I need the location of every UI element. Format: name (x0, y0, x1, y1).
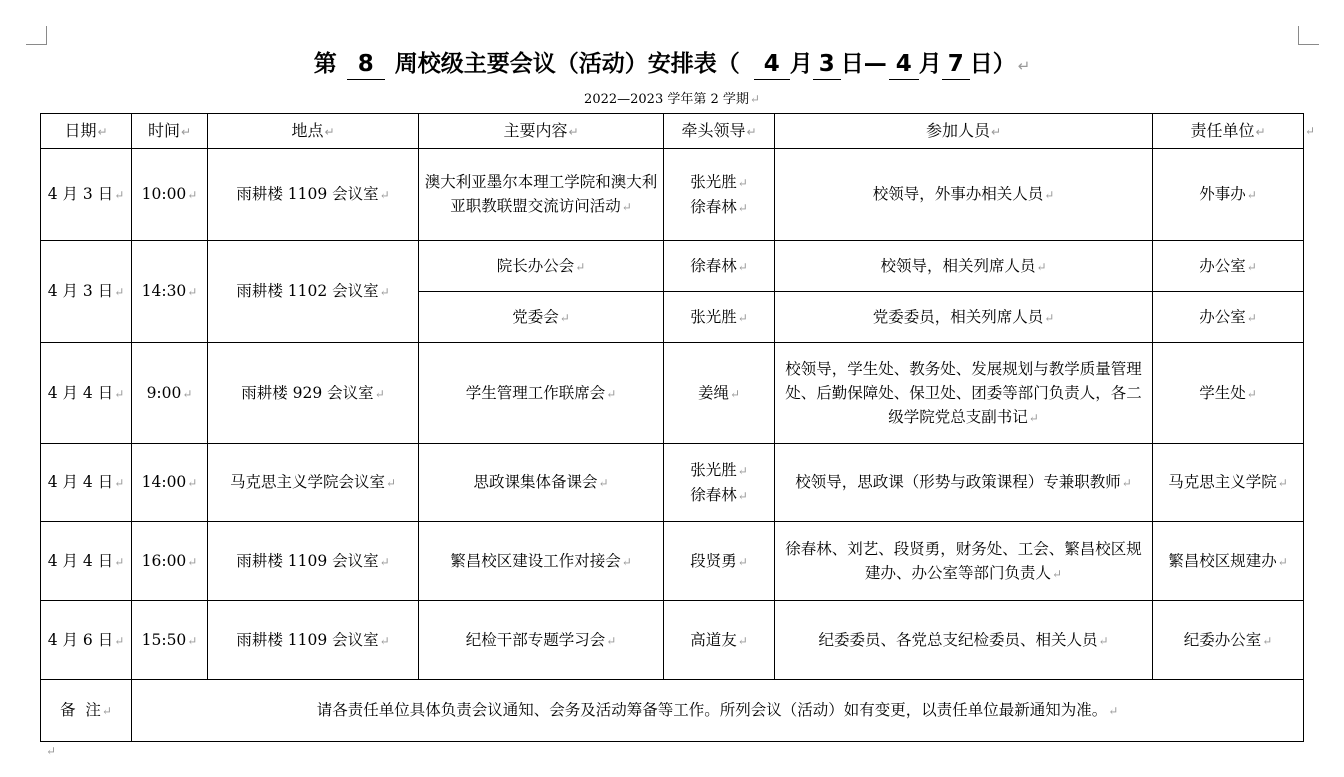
cell-content: 院长办公会↵ (419, 241, 664, 292)
cell-location: 雨耕楼 1109 会议室↵ (208, 522, 419, 601)
table-row (41, 522, 1304, 601)
crop-mark-top-right (1298, 26, 1319, 45)
paragraph-end-mark: ↵ (46, 744, 57, 758)
cell-participants: 徐春林、刘艺、段贤勇，财务处、工会、繁昌校区规建办、办公室等部门负责人↵ (775, 522, 1153, 601)
cell-unit: 办公室↵ (1153, 292, 1304, 343)
paragraph-mark: ↵ (1017, 57, 1031, 75)
cell-time: 14:00↵ (132, 444, 208, 522)
cell-content: 党委会↵ (419, 292, 664, 343)
title-middle: 周校级主要会议（活动）安排表（ (394, 51, 740, 77)
cell-content: 澳大利亚墨尔本理工学院和澳大利亚职教联盟交流访问活动↵ (419, 149, 664, 241)
table-row (41, 149, 1304, 241)
table-row (41, 601, 1304, 680)
title-month-char-1: 月 (789, 51, 813, 77)
schedule-table (40, 113, 1304, 742)
title-prefix: 第 (313, 51, 337, 77)
cell-date: 4 月 3 日↵ (41, 241, 132, 343)
table-header-row (41, 114, 1304, 149)
title-end-month: 4 (889, 49, 919, 80)
note-row (41, 680, 1304, 742)
cell-time: 14:30↵ (132, 241, 208, 343)
cell-content: 纪检干部专题学习会↵ (419, 601, 664, 680)
cell-unit: 办公室↵ (1153, 241, 1304, 292)
table-row (41, 241, 1304, 292)
cell-leader: 张光胜↵ 徐春林↵ (664, 149, 775, 241)
header-unit: 责任单位↵ (1153, 114, 1304, 149)
title-end-day: 7 (942, 49, 970, 80)
title-start-day: 3 (813, 49, 841, 80)
cell-leader: 徐春林↵ (664, 241, 775, 292)
table-row (41, 343, 1304, 444)
page-subtitle (0, 88, 1344, 111)
cell-location: 雨耕楼 1109 会议室↵ (208, 149, 419, 241)
cell-leader: 张光胜↵ (664, 292, 775, 343)
cell-time: 9:00↵ (132, 343, 208, 444)
title-week: 8 (347, 49, 385, 80)
paragraph-mark: ↵ (749, 92, 760, 106)
title-suffix: 日） (969, 51, 1016, 77)
note-label: 备 注↵ (41, 680, 132, 742)
cell-content: 繁昌校区建设工作对接会↵ (419, 522, 664, 601)
cell-unit: 外事办↵ (1153, 149, 1304, 241)
cell-location: 雨耕楼 1102 会议室↵ (208, 241, 419, 343)
title-sep: 日— (840, 51, 887, 77)
cell-participants: 校领导，相关列席人员↵ (775, 241, 1153, 292)
row-end-mark: ↵ (1305, 124, 1316, 138)
cell-participants: 党委委员，相关列席人员↵ (775, 292, 1153, 343)
cell-participants: 校领导，外事办相关人员↵ (775, 149, 1153, 241)
header-content: 主要内容↵ (419, 114, 664, 149)
cell-date: 4 月 4 日↵ (41, 444, 132, 522)
cell-leader: 高道友↵ (664, 601, 775, 680)
header-time: 时间↵ (132, 114, 208, 149)
subtitle-text: 2022—2023 学年第 2 学期 (584, 92, 749, 107)
cell-date: 4 月 6 日↵ (41, 601, 132, 680)
cell-unit: 学生处↵ (1153, 343, 1304, 444)
cell-time: 10:00↵ (132, 149, 208, 241)
header-location: 地点↵ (208, 114, 419, 149)
title-month-char-2: 月 (918, 51, 942, 77)
cell-leader: 段贤勇↵ (664, 522, 775, 601)
table-row (41, 444, 1304, 522)
cell-content: 思政课集体备课会↵ (419, 444, 664, 522)
crop-mark-top-left (26, 26, 47, 45)
note-text: 请各责任单位具体负责会议通知、会务及活动筹备等工作。所列会议（活动）如有变更，以责任单位最新通知为准。↵ (132, 680, 1304, 742)
header-date: 日期↵ (41, 114, 132, 149)
cell-date: 4 月 4 日↵ (41, 343, 132, 444)
cell-leader: 姜绳↵ (664, 343, 775, 444)
header-leader: 牵头领导↵ (664, 114, 775, 149)
cell-date: 4 月 3 日↵ (41, 149, 132, 241)
cell-content: 学生管理工作联席会↵ (419, 343, 664, 444)
page-title (0, 46, 1344, 84)
cell-location: 雨耕楼 929 会议室↵ (208, 343, 419, 444)
cell-participants: 纪委委员、各党总支纪检委员、相关人员↵ (775, 601, 1153, 680)
cell-unit: 马克思主义学院↵ (1153, 444, 1304, 522)
cell-unit: 繁昌校区规建办↵ (1153, 522, 1304, 601)
cell-participants: 校领导，学生处、教务处、发展规划与教学质量管理处、后勤保障处、保卫处、团委等部门负责人，各二级学院党总支副书记↵ (775, 343, 1153, 444)
cell-unit: 纪委办公室↵ (1153, 601, 1304, 680)
cell-date: 4 月 4 日↵ (41, 522, 132, 601)
header-participants: 参加人员↵ (775, 114, 1153, 149)
cell-location: 雨耕楼 1109 会议室↵ (208, 601, 419, 680)
title-start-month: 4 (754, 49, 790, 80)
cell-participants: 校领导，思政课（形势与政策课程）专兼职教师↵ (775, 444, 1153, 522)
cell-leader: 张光胜↵ 徐春林↵ (664, 444, 775, 522)
cell-time: 15:50↵ (132, 601, 208, 680)
cell-time: 16:00↵ (132, 522, 208, 601)
cell-location: 马克思主义学院会议室↵ (208, 444, 419, 522)
